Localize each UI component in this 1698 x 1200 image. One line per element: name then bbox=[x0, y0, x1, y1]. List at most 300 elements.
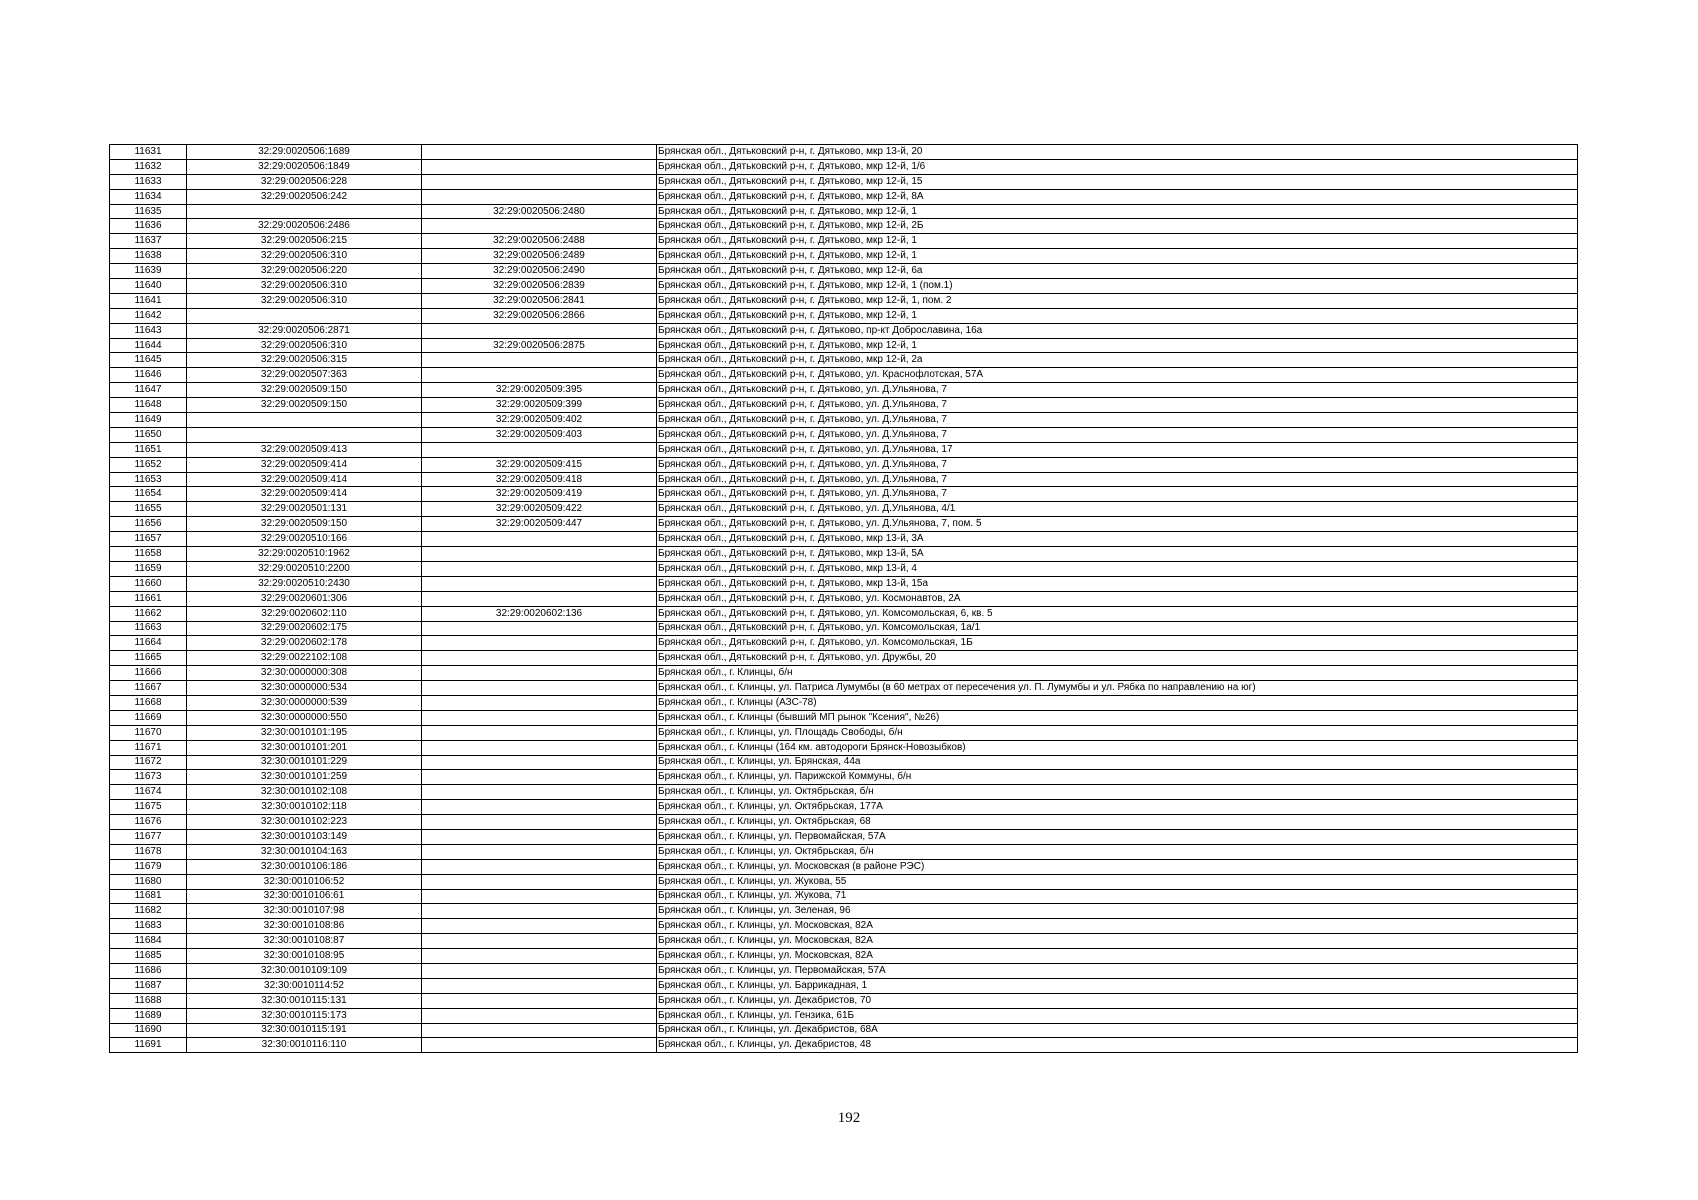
table-row bbox=[110, 695, 1578, 710]
row-number-cell: 11687 bbox=[110, 978, 187, 993]
address-cell: Брянская обл., г. Клинцы, ул. Патриса Лумумбы (в 60 метрах от пересечения ул. П. Лумумбы и ул. Рябка по направлению на юг) bbox=[657, 681, 1578, 696]
table-row bbox=[110, 978, 1578, 993]
cadastral-number-cell: 32:29:0020506:310 bbox=[187, 279, 422, 294]
related-cadastral-cell bbox=[422, 651, 657, 666]
cadastral-number-cell: 32:29:0020602:178 bbox=[187, 636, 422, 651]
related-cadastral-cell bbox=[422, 666, 657, 681]
table-row bbox=[110, 1023, 1578, 1038]
address-cell: Брянская обл., Дятьковский р-н, г. Дятьково, мкр 12-й, 1 bbox=[657, 308, 1578, 323]
address-cell: Брянская обл., Дятьковский р-н, г. Дятьково, мкр 12-й, 2Б bbox=[657, 219, 1578, 234]
address-cell: Брянская обл., Дятьковский р-н, г. Дятьково, ул. Д.Ульянова, 7 bbox=[657, 383, 1578, 398]
row-number-cell: 11634 bbox=[110, 189, 187, 204]
cadastral-number-cell: 32:29:0022102:108 bbox=[187, 651, 422, 666]
table-row bbox=[110, 472, 1578, 487]
address-cell: Брянская обл., Дятьковский р-н, г. Дятьково, мкр 12-й, 1 bbox=[657, 204, 1578, 219]
table-row bbox=[110, 457, 1578, 472]
row-number-cell: 11643 bbox=[110, 323, 187, 338]
row-number-cell: 11632 bbox=[110, 159, 187, 174]
cadastral-number-cell: 32:30:0010107:98 bbox=[187, 904, 422, 919]
cadastral-number-cell: 32:30:0010108:87 bbox=[187, 934, 422, 949]
table-row bbox=[110, 919, 1578, 934]
table-row bbox=[110, 844, 1578, 859]
related-cadastral-cell: 32:29:0020506:2490 bbox=[422, 264, 657, 279]
table-row bbox=[110, 829, 1578, 844]
row-number-cell: 11679 bbox=[110, 859, 187, 874]
related-cadastral-cell: 32:29:0020602:136 bbox=[422, 606, 657, 621]
related-cadastral-cell bbox=[422, 993, 657, 1008]
related-cadastral-cell bbox=[422, 859, 657, 874]
cadastral-number-cell bbox=[187, 427, 422, 442]
row-number-cell: 11664 bbox=[110, 636, 187, 651]
table-row bbox=[110, 368, 1578, 383]
address-cell: Брянская обл., Дятьковский р-н, г. Дятьково, пр-кт Доброславина, 16а bbox=[657, 323, 1578, 338]
related-cadastral-cell: 32:29:0020509:422 bbox=[422, 502, 657, 517]
related-cadastral-cell bbox=[422, 189, 657, 204]
related-cadastral-cell bbox=[422, 621, 657, 636]
cadastral-number-cell bbox=[187, 413, 422, 428]
related-cadastral-cell bbox=[422, 561, 657, 576]
related-cadastral-cell bbox=[422, 785, 657, 800]
row-number-cell: 11678 bbox=[110, 844, 187, 859]
address-cell: Брянская обл., Дятьковский р-н, г. Дятьково, мкр 12-й, 1 bbox=[657, 234, 1578, 249]
row-number-cell: 11690 bbox=[110, 1023, 187, 1038]
cadastral-number-cell: 32:29:0020506:1849 bbox=[187, 159, 422, 174]
address-cell: Брянская обл., г. Клинцы, ул. Московская (в районе РЭС) bbox=[657, 859, 1578, 874]
cadastral-number-cell: 32:29:0020509:150 bbox=[187, 383, 422, 398]
page-number: 192 bbox=[837, 1110, 861, 1126]
address-cell: Брянская обл., г. Клинцы, ул. Октябрьская, б/н bbox=[657, 844, 1578, 859]
related-cadastral-cell bbox=[422, 681, 657, 696]
related-cadastral-cell: 32:29:0020509:395 bbox=[422, 383, 657, 398]
related-cadastral-cell: 32:29:0020506:2866 bbox=[422, 308, 657, 323]
address-cell: Брянская обл., г. Клинцы, ул. Брянская, 44а bbox=[657, 755, 1578, 770]
table-row bbox=[110, 963, 1578, 978]
related-cadastral-cell: 32:29:0020506:2488 bbox=[422, 234, 657, 249]
cadastral-number-cell: 32:29:0020510:166 bbox=[187, 532, 422, 547]
table-row bbox=[110, 502, 1578, 517]
row-number-cell: 11656 bbox=[110, 517, 187, 532]
cadastral-number-cell: 32:30:0010115:173 bbox=[187, 1008, 422, 1023]
row-number-cell: 11666 bbox=[110, 666, 187, 681]
address-cell: Брянская обл., г. Клинцы, ул. Московская, 82А bbox=[657, 919, 1578, 934]
address-cell: Брянская обл., г. Клинцы, ул. Октябрьская, б/н bbox=[657, 785, 1578, 800]
related-cadastral-cell: 32:29:0020509:418 bbox=[422, 472, 657, 487]
table-row bbox=[110, 323, 1578, 338]
cadastral-number-cell: 32:30:0010106:186 bbox=[187, 859, 422, 874]
cadastral-number-cell: 32:29:0020509:413 bbox=[187, 442, 422, 457]
related-cadastral-cell bbox=[422, 904, 657, 919]
related-cadastral-cell bbox=[422, 145, 657, 160]
row-number-cell: 11642 bbox=[110, 308, 187, 323]
address-cell: Брянская обл., Дятьковский р-н, г. Дятьково, ул. Краснофлотская, 57А bbox=[657, 368, 1578, 383]
related-cadastral-cell bbox=[422, 934, 657, 949]
cadastral-number-cell: 32:29:0020509:150 bbox=[187, 398, 422, 413]
address-cell: Брянская обл., Дятьковский р-н, г. Дятьково, ул. Комсомольская, 1Б bbox=[657, 636, 1578, 651]
cadastral-number-cell: 32:29:0020506:310 bbox=[187, 293, 422, 308]
address-cell: Брянская обл., Дятьковский р-н, г. Дятьково, ул. Д.Ульянова, 7 bbox=[657, 413, 1578, 428]
row-number-cell: 11645 bbox=[110, 353, 187, 368]
cadastral-number-cell: 32:30:0010101:259 bbox=[187, 770, 422, 785]
table-row bbox=[110, 413, 1578, 428]
table-row bbox=[110, 785, 1578, 800]
row-number-cell: 11680 bbox=[110, 874, 187, 889]
related-cadastral-cell: 32:29:0020506:2480 bbox=[422, 204, 657, 219]
address-cell: Брянская обл., г. Клинцы (164 км. автодороги Брянск-Новозыбков) bbox=[657, 740, 1578, 755]
cadastral-number-cell: 32:29:0020506:220 bbox=[187, 264, 422, 279]
address-cell: Брянская обл., Дятьковский р-н, г. Дятьково, мкр 13-й, 5А bbox=[657, 547, 1578, 562]
table-row bbox=[110, 934, 1578, 949]
cadastral-number-cell: 32:29:0020510:2430 bbox=[187, 576, 422, 591]
related-cadastral-cell: 32:29:0020506:2875 bbox=[422, 338, 657, 353]
row-number-cell: 11665 bbox=[110, 651, 187, 666]
table-row bbox=[110, 427, 1578, 442]
related-cadastral-cell bbox=[422, 740, 657, 755]
related-cadastral-cell: 32:29:0020509:419 bbox=[422, 487, 657, 502]
related-cadastral-cell bbox=[422, 978, 657, 993]
related-cadastral-cell bbox=[422, 725, 657, 740]
address-cell: Брянская обл., г. Клинцы, ул. Площадь Свободы, б/н bbox=[657, 725, 1578, 740]
table-row bbox=[110, 279, 1578, 294]
related-cadastral-cell bbox=[422, 323, 657, 338]
row-number-cell: 11674 bbox=[110, 785, 187, 800]
cadastral-number-cell: 32:29:0020506:2871 bbox=[187, 323, 422, 338]
related-cadastral-cell bbox=[422, 874, 657, 889]
cadastral-number-cell: 32:29:0020509:414 bbox=[187, 457, 422, 472]
related-cadastral-cell bbox=[422, 770, 657, 785]
address-cell: Брянская обл., г. Клинцы, ул. Зеленая, 96 bbox=[657, 904, 1578, 919]
row-number-cell: 11649 bbox=[110, 413, 187, 428]
row-number-cell: 11673 bbox=[110, 770, 187, 785]
cadastral-number-cell: 32:29:0020506:215 bbox=[187, 234, 422, 249]
table-row bbox=[110, 353, 1578, 368]
row-number-cell: 11683 bbox=[110, 919, 187, 934]
table-row bbox=[110, 710, 1578, 725]
related-cadastral-cell bbox=[422, 353, 657, 368]
address-cell: Брянская обл., г. Клинцы, ул. Октябрьская, 68 bbox=[657, 815, 1578, 830]
cadastral-number-cell: 32:29:0020506:2486 bbox=[187, 219, 422, 234]
table-row bbox=[110, 145, 1578, 160]
table-row bbox=[110, 800, 1578, 815]
related-cadastral-cell bbox=[422, 963, 657, 978]
address-cell: Брянская обл., Дятьковский р-н, г. Дятьково, мкр 13-й, 4 bbox=[657, 561, 1578, 576]
cadastral-number-cell: 32:30:0000000:550 bbox=[187, 710, 422, 725]
row-number-cell: 11681 bbox=[110, 889, 187, 904]
address-cell: Брянская обл., г. Клинцы, б/н bbox=[657, 666, 1578, 681]
row-number-cell: 11660 bbox=[110, 576, 187, 591]
cadastral-number-cell: 32:30:0000000:534 bbox=[187, 681, 422, 696]
related-cadastral-cell bbox=[422, 591, 657, 606]
address-cell: Брянская обл., Дятьковский р-н, г. Дятьково, мкр 13-й, 15а bbox=[657, 576, 1578, 591]
cadastral-number-cell: 32:30:0010106:52 bbox=[187, 874, 422, 889]
row-number-cell: 11663 bbox=[110, 621, 187, 636]
related-cadastral-cell: 32:29:0020509:447 bbox=[422, 517, 657, 532]
cadastral-number-cell: 32:30:0010102:118 bbox=[187, 800, 422, 815]
row-number-cell: 11670 bbox=[110, 725, 187, 740]
row-number-cell: 11631 bbox=[110, 145, 187, 160]
row-number-cell: 11671 bbox=[110, 740, 187, 755]
row-number-cell: 11644 bbox=[110, 338, 187, 353]
address-cell: Брянская обл., г. Клинцы, ул. Декабристов, 68А bbox=[657, 1023, 1578, 1038]
address-cell: Брянская обл., Дятьковский р-н, г. Дятьково, мкр 12-й, 1/6 bbox=[657, 159, 1578, 174]
related-cadastral-cell: 32:29:0020509:402 bbox=[422, 413, 657, 428]
related-cadastral-cell bbox=[422, 844, 657, 859]
table-row bbox=[110, 308, 1578, 323]
row-number-cell: 11659 bbox=[110, 561, 187, 576]
table-row bbox=[110, 561, 1578, 576]
table-row bbox=[110, 204, 1578, 219]
table-row bbox=[110, 591, 1578, 606]
table-row bbox=[110, 859, 1578, 874]
cadastral-number-cell: 32:29:0020602:175 bbox=[187, 621, 422, 636]
address-cell: Брянская обл., г. Клинцы, ул. Октябрьская, 177А bbox=[657, 800, 1578, 815]
related-cadastral-cell bbox=[422, 576, 657, 591]
row-number-cell: 11676 bbox=[110, 815, 187, 830]
related-cadastral-cell: 32:29:0020506:2839 bbox=[422, 279, 657, 294]
cadastral-number-cell: 32:30:0010108:86 bbox=[187, 919, 422, 934]
related-cadastral-cell: 32:29:0020509:399 bbox=[422, 398, 657, 413]
address-cell: Брянская обл., г. Клинцы, ул. Декабристов, 70 bbox=[657, 993, 1578, 1008]
row-number-cell: 11648 bbox=[110, 398, 187, 413]
row-number-cell: 11655 bbox=[110, 502, 187, 517]
address-cell: Брянская обл., Дятьковский р-н, г. Дятьково, ул. Д.Ульянова, 7, пом. 5 bbox=[657, 517, 1578, 532]
row-number-cell: 11640 bbox=[110, 279, 187, 294]
row-number-cell: 11635 bbox=[110, 204, 187, 219]
table-row bbox=[110, 1008, 1578, 1023]
table-row bbox=[110, 815, 1578, 830]
cadastral-number-cell: 32:29:0020506:1689 bbox=[187, 145, 422, 160]
related-cadastral-cell bbox=[422, 919, 657, 934]
row-number-cell: 11639 bbox=[110, 264, 187, 279]
table-row bbox=[110, 949, 1578, 964]
row-number-cell: 11689 bbox=[110, 1008, 187, 1023]
address-cell: Брянская обл., г. Клинцы (бывший МП рынок "Ксения", №26) bbox=[657, 710, 1578, 725]
cadastral-number-cell: 32:30:0010101:229 bbox=[187, 755, 422, 770]
address-cell: Брянская обл., Дятьковский р-н, г. Дятьково, ул. Д.Ульянова, 7 bbox=[657, 487, 1578, 502]
table-row bbox=[110, 874, 1578, 889]
row-number-cell: 11637 bbox=[110, 234, 187, 249]
address-cell: Брянская обл., Дятьковский р-н, г. Дятьково, мкр 13-й, 3А bbox=[657, 532, 1578, 547]
table-row bbox=[110, 666, 1578, 681]
row-number-cell: 11654 bbox=[110, 487, 187, 502]
row-number-cell: 11669 bbox=[110, 710, 187, 725]
table-row bbox=[110, 159, 1578, 174]
row-number-cell: 11641 bbox=[110, 293, 187, 308]
cadastral-number-cell: 32:29:0020501:131 bbox=[187, 502, 422, 517]
registry-table-body bbox=[110, 145, 1578, 1053]
address-cell: Брянская обл., Дятьковский р-н, г. Дятьково, ул. Д.Ульянова, 7 bbox=[657, 472, 1578, 487]
table-row bbox=[110, 755, 1578, 770]
address-cell: Брянская обл., Дятьковский р-н, г. Дятьково, мкр 12-й, 2а bbox=[657, 353, 1578, 368]
registry-table bbox=[109, 144, 1578, 1053]
row-number-cell: 11647 bbox=[110, 383, 187, 398]
related-cadastral-cell bbox=[422, 368, 657, 383]
row-number-cell: 11672 bbox=[110, 755, 187, 770]
table-row bbox=[110, 442, 1578, 457]
address-cell: Брянская обл., г. Клинцы, ул. Московская, 82А bbox=[657, 949, 1578, 964]
address-cell: Брянская обл., г. Клинцы, ул. Первомайская, 57А bbox=[657, 829, 1578, 844]
table-row bbox=[110, 606, 1578, 621]
cadastral-number-cell: 32:29:0020507:363 bbox=[187, 368, 422, 383]
row-number-cell: 11685 bbox=[110, 949, 187, 964]
address-cell: Брянская обл., Дятьковский р-н, г. Дятьково, мкр 13-й, 20 bbox=[657, 145, 1578, 160]
address-cell: Брянская обл., Дятьковский р-н, г. Дятьково, мкр 12-й, 1 (пом.1) bbox=[657, 279, 1578, 294]
row-number-cell: 11662 bbox=[110, 606, 187, 621]
address-cell: Брянская обл., г. Клинцы, ул. Жукова, 55 bbox=[657, 874, 1578, 889]
address-cell: Брянская обл., г. Клинцы, ул. Первомайская, 57А bbox=[657, 963, 1578, 978]
related-cadastral-cell bbox=[422, 755, 657, 770]
address-cell: Брянская обл., Дятьковский р-н, г. Дятьково, ул. Д.Ульянова, 7 bbox=[657, 427, 1578, 442]
row-number-cell: 11657 bbox=[110, 532, 187, 547]
row-number-cell: 11677 bbox=[110, 829, 187, 844]
table-row bbox=[110, 293, 1578, 308]
row-number-cell: 11688 bbox=[110, 993, 187, 1008]
row-number-cell: 11661 bbox=[110, 591, 187, 606]
table-row bbox=[110, 889, 1578, 904]
address-cell: Брянская обл., г. Клинцы, ул. Декабристов, 48 bbox=[657, 1038, 1578, 1053]
table-row bbox=[110, 651, 1578, 666]
address-cell: Брянская обл., Дятьковский р-н, г. Дятьково, ул. Д.Ульянова, 17 bbox=[657, 442, 1578, 457]
table-row bbox=[110, 174, 1578, 189]
table-row bbox=[110, 383, 1578, 398]
cadastral-number-cell: 32:30:0010104:163 bbox=[187, 844, 422, 859]
related-cadastral-cell: 32:29:0020506:2841 bbox=[422, 293, 657, 308]
cadastral-number-cell: 32:29:0020510:2200 bbox=[187, 561, 422, 576]
cadastral-number-cell: 32:30:0010109:109 bbox=[187, 963, 422, 978]
address-cell: Брянская обл., г. Клинцы, ул. Гензика, 61Б bbox=[657, 1008, 1578, 1023]
related-cadastral-cell bbox=[422, 710, 657, 725]
address-cell: Брянская обл., Дятьковский р-н, г. Дятьково, мкр 12-й, 15 bbox=[657, 174, 1578, 189]
table-row bbox=[110, 219, 1578, 234]
related-cadastral-cell bbox=[422, 442, 657, 457]
cadastral-number-cell: 32:29:0020602:110 bbox=[187, 606, 422, 621]
cadastral-number-cell: 32:29:0020506:310 bbox=[187, 338, 422, 353]
address-cell: Брянская обл., г. Клинцы, ул. Жукова, 71 bbox=[657, 889, 1578, 904]
cadastral-number-cell: 32:29:0020509:414 bbox=[187, 487, 422, 502]
row-number-cell: 11653 bbox=[110, 472, 187, 487]
related-cadastral-cell bbox=[422, 547, 657, 562]
cadastral-number-cell: 32:29:0020510:1962 bbox=[187, 547, 422, 562]
cadastral-number-cell: 32:30:0010102:223 bbox=[187, 815, 422, 830]
row-number-cell: 11636 bbox=[110, 219, 187, 234]
address-cell: Брянская обл., Дятьковский р-н, г. Дятьково, мкр 12-й, 1 bbox=[657, 249, 1578, 264]
table-row bbox=[110, 547, 1578, 562]
cadastral-number-cell: 32:30:0010116:110 bbox=[187, 1038, 422, 1053]
table-row bbox=[110, 234, 1578, 249]
cadastral-number-cell: 32:29:0020509:150 bbox=[187, 517, 422, 532]
address-cell: Брянская обл., Дятьковский р-н, г. Дятьково, ул. Космонавтов, 2А bbox=[657, 591, 1578, 606]
related-cadastral-cell bbox=[422, 219, 657, 234]
row-number-cell: 11646 bbox=[110, 368, 187, 383]
cadastral-number-cell: 32:30:0010114:52 bbox=[187, 978, 422, 993]
row-number-cell: 11684 bbox=[110, 934, 187, 949]
table-row bbox=[110, 189, 1578, 204]
row-number-cell: 11682 bbox=[110, 904, 187, 919]
cadastral-number-cell: 32:30:0000000:539 bbox=[187, 695, 422, 710]
table-row bbox=[110, 338, 1578, 353]
address-cell: Брянская обл., Дятьковский р-н, г. Дятьково, ул. Д.Ульянова, 4/1 bbox=[657, 502, 1578, 517]
cadastral-number-cell: 32:30:0000000:308 bbox=[187, 666, 422, 681]
address-cell: Брянская обл., Дятьковский р-н, г. Дятьково, мкр 12-й, 6а bbox=[657, 264, 1578, 279]
row-number-cell: 11667 bbox=[110, 681, 187, 696]
table-row bbox=[110, 576, 1578, 591]
address-cell: Брянская обл., Дятьковский р-н, г. Дятьково, мкр 12-й, 1 bbox=[657, 338, 1578, 353]
table-row bbox=[110, 398, 1578, 413]
row-number-cell: 11633 bbox=[110, 174, 187, 189]
cadastral-number-cell: 32:29:0020601:306 bbox=[187, 591, 422, 606]
cadastral-number-cell: 32:29:0020506:242 bbox=[187, 189, 422, 204]
row-number-cell: 11675 bbox=[110, 800, 187, 815]
row-number-cell: 11651 bbox=[110, 442, 187, 457]
address-cell: Брянская обл., г. Клинцы, ул. Московская, 82А bbox=[657, 934, 1578, 949]
row-number-cell: 11691 bbox=[110, 1038, 187, 1053]
address-cell: Брянская обл., Дятьковский р-н, г. Дятьково, ул. Д.Ульянова, 7 bbox=[657, 457, 1578, 472]
table-row bbox=[110, 487, 1578, 502]
related-cadastral-cell bbox=[422, 800, 657, 815]
related-cadastral-cell bbox=[422, 695, 657, 710]
table-row bbox=[110, 249, 1578, 264]
cadastral-number-cell: 32:29:0020506:228 bbox=[187, 174, 422, 189]
cadastral-number-cell: 32:30:0010101:195 bbox=[187, 725, 422, 740]
row-number-cell: 11686 bbox=[110, 963, 187, 978]
table-row bbox=[110, 725, 1578, 740]
table-row bbox=[110, 993, 1578, 1008]
address-cell: Брянская обл., Дятьковский р-н, г. Дятьково, мкр 12-й, 8А bbox=[657, 189, 1578, 204]
related-cadastral-cell: 32:29:0020509:403 bbox=[422, 427, 657, 442]
row-number-cell: 11638 bbox=[110, 249, 187, 264]
cadastral-number-cell: 32:30:0010108:95 bbox=[187, 949, 422, 964]
row-number-cell: 11652 bbox=[110, 457, 187, 472]
cadastral-number-cell: 32:30:0010101:201 bbox=[187, 740, 422, 755]
related-cadastral-cell bbox=[422, 159, 657, 174]
related-cadastral-cell: 32:29:0020509:415 bbox=[422, 457, 657, 472]
table-row bbox=[110, 264, 1578, 279]
address-cell: Брянская обл., Дятьковский р-н, г. Дятьково, мкр 12-й, 1, пом. 2 bbox=[657, 293, 1578, 308]
address-cell: Брянская обл., Дятьковский р-н, г. Дятьково, ул. Комсомольская, 1а/1 bbox=[657, 621, 1578, 636]
table-row bbox=[110, 740, 1578, 755]
cadastral-number-cell bbox=[187, 308, 422, 323]
related-cadastral-cell bbox=[422, 1038, 657, 1053]
cadastral-number-cell: 32:30:0010115:131 bbox=[187, 993, 422, 1008]
table-row bbox=[110, 532, 1578, 547]
address-cell: Брянская обл., Дятьковский р-н, г. Дятьково, ул. Комсомольская, 6, кв. 5 bbox=[657, 606, 1578, 621]
cadastral-number-cell: 32:30:0010102:108 bbox=[187, 785, 422, 800]
related-cadastral-cell bbox=[422, 1008, 657, 1023]
cadastral-number-cell: 32:30:0010103:149 bbox=[187, 829, 422, 844]
table-row bbox=[110, 517, 1578, 532]
related-cadastral-cell: 32:29:0020506:2489 bbox=[422, 249, 657, 264]
address-cell: Брянская обл., г. Клинцы, ул. Баррикадная, 1 bbox=[657, 978, 1578, 993]
table-row bbox=[110, 681, 1578, 696]
cadastral-number-cell: 32:29:0020506:315 bbox=[187, 353, 422, 368]
address-cell: Брянская обл., г. Клинцы (АЗС-78) bbox=[657, 695, 1578, 710]
cadastral-number-cell bbox=[187, 204, 422, 219]
related-cadastral-cell bbox=[422, 889, 657, 904]
table-row bbox=[110, 1038, 1578, 1053]
table-row bbox=[110, 904, 1578, 919]
related-cadastral-cell bbox=[422, 829, 657, 844]
row-number-cell: 11650 bbox=[110, 427, 187, 442]
table-row bbox=[110, 636, 1578, 651]
related-cadastral-cell bbox=[422, 636, 657, 651]
cadastral-number-cell: 32:29:0020509:414 bbox=[187, 472, 422, 487]
table-row bbox=[110, 770, 1578, 785]
address-cell: Брянская обл., Дятьковский р-н, г. Дятьково, ул. Д.Ульянова, 7 bbox=[657, 398, 1578, 413]
table-row bbox=[110, 621, 1578, 636]
related-cadastral-cell bbox=[422, 949, 657, 964]
row-number-cell: 11658 bbox=[110, 547, 187, 562]
related-cadastral-cell bbox=[422, 1023, 657, 1038]
row-number-cell: 11668 bbox=[110, 695, 187, 710]
